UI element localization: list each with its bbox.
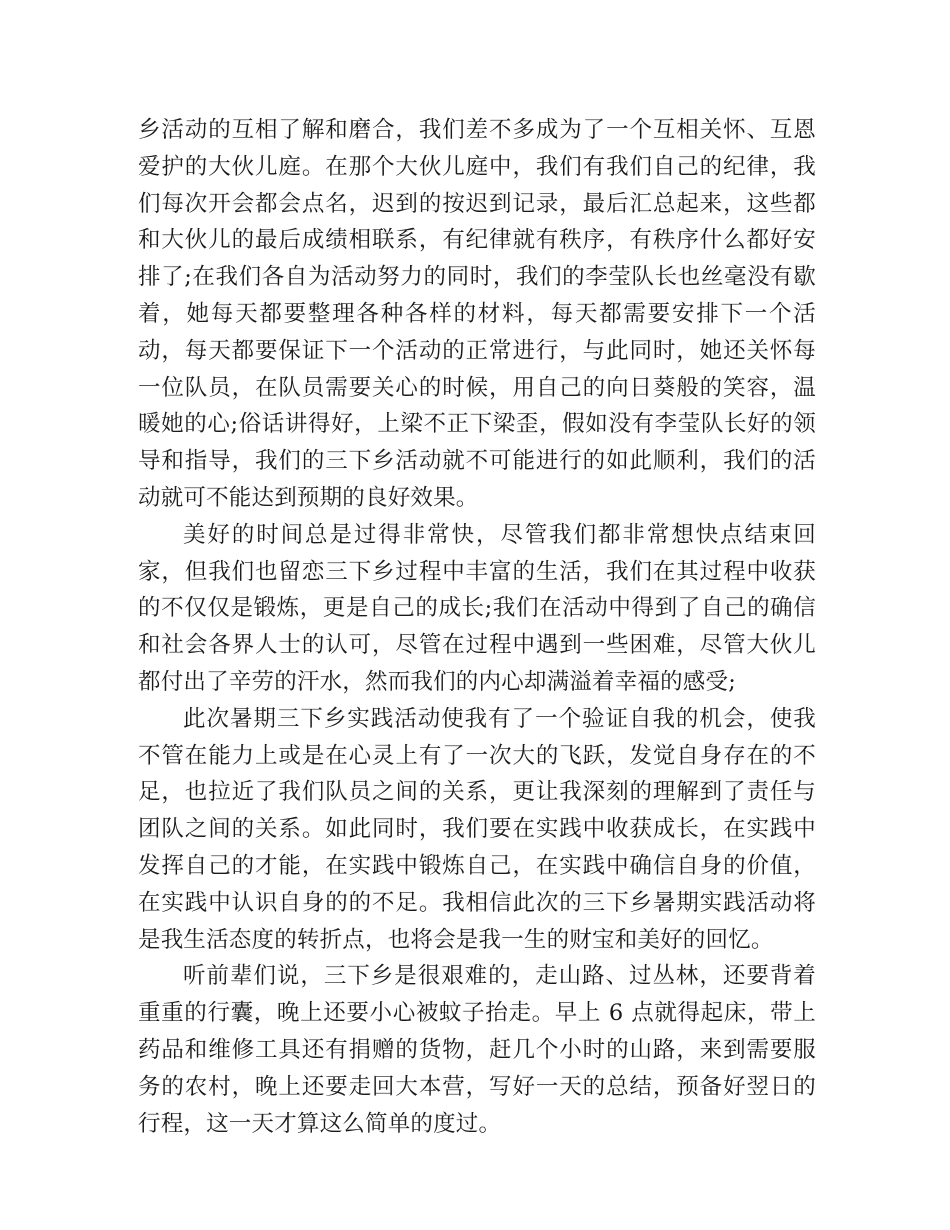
- document-body: [138, 112, 816, 1142]
- paragraph-3: 此次暑期三下乡实践活动使我有了一个验证自我的机会，使我不管在能力上或是在心灵上有了一次大的飞跃，发觉自身存在的不足，也拉近了我们队员之间的关系，更让我深刻的理解到了责任与团队之间的关系。如此同时，我们要在实践中收获成长，在实践中发挥自己的才能，在实践中锻炼自己，在实践中确信自身的价值，在实践中认识自身的的不足。我相信此次的三下乡暑期实践活动将是我生活态度的转折点，也将会是我一生的财宝和美好的回忆。: [138, 705, 816, 953]
- paragraph-2: 美好的时间总是过得非常快，尽管我们都非常想快点结束回家，但我们也留恋三下乡过程中丰富的生活，我们在其过程中收获的不仅仅是锻炼，更是自己的成长;我们在活动中得到了自己的确信和社会各界人士的认可，尽管在过程中遇到一些困难，尽管大伙儿都付出了辛劳的汗水，然而我们的内心却满溢着幸福的感受;: [138, 521, 816, 695]
- paragraph-1: 乡活动的互相了解和磨合，我们差不多成为了一个互相关怀、互恩爱护的大伙儿庭。在那个大伙儿庭中，我们有我们自己的纪律，我们每次开会都会点名，迟到的按迟到记录，最后汇总起来，这些都和大伙儿的最后成绩相联系，有纪律就有秩序，有秩序什么都好安排了;在我们各自为活动努力的同时，我们的李莹队长也丝毫没有歇着，她每天都要整理各种各样的材料，每天都需要安排下一个活动，每天都要保证下一个活动的正常进行，与此同时，她还关怀每一位队员，在队员需要关心的时候，用自己的向日葵般的笑容，温暖她的心;俗话讲得好，上梁不正下梁歪，假如没有李莹队长好的领导和指导，我们的三下乡活动就不可能进行的如此顺利，我们的活动就可不能达到预期的良好效果。: [138, 117, 816, 511]
- paragraph-4: 听前辈们说，三下乡是很艰难的，走山路、过丛林，还要背着重重的行囊，晚上还要小心被蚊子抬走。早上 6 点就得起床，带上药品和维修工具还有捐赠的货物，赶几个小时的山路，来到需要服务的农村，晚上还要走回大本营，写好一天的总结，预备好翌日的行程，这一天才算这么简单的度过。: [138, 963, 816, 1137]
